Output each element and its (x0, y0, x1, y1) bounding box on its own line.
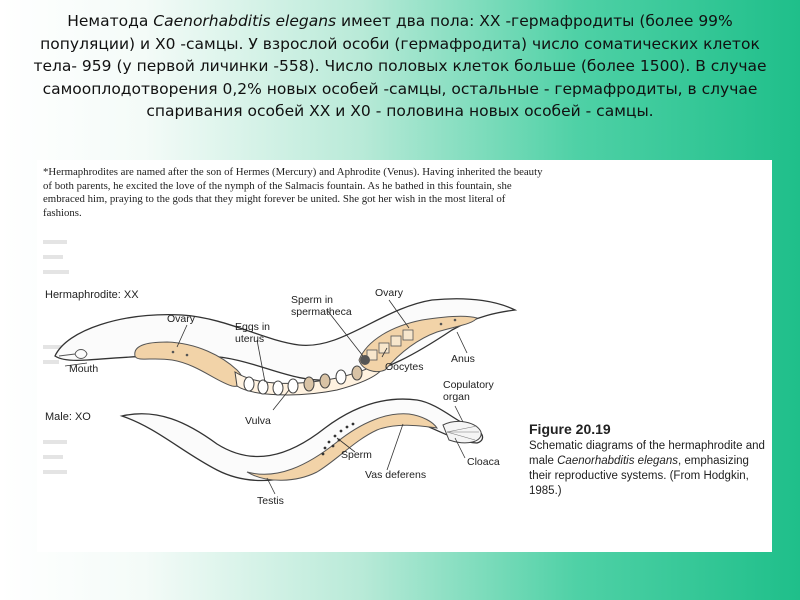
spermatheca-shape (360, 355, 370, 365)
paragraph-part1: Нематода (67, 12, 154, 30)
label-oocytes: Oocytes (385, 361, 424, 373)
label-sperm-in: Sperm in (291, 294, 334, 306)
figure-card (37, 160, 772, 552)
caption-body-part2: , emphasizing their reproductive systems. (From Hodgkin, 1985.) (529, 455, 749, 497)
label-ovary-right: Ovary (375, 287, 404, 299)
label-vulva: Vulva (245, 415, 271, 427)
label-vas-deferens: Vas deferens (365, 469, 427, 481)
hermaphrodite-title: Hermaphrodite: XX (45, 289, 139, 301)
caption-title: Figure 20.19 (529, 421, 611, 437)
label-copulatory: Copulatory (443, 379, 494, 391)
male-worm (45, 379, 500, 507)
caption-body-part1: Schematic diagrams of the hermaphrodite and male (529, 440, 765, 467)
label-anus: Anus (451, 353, 475, 365)
hermaphrodite-worm (45, 287, 515, 427)
label-ovary-left: Ovary (167, 313, 196, 325)
label-spermatheca: spermatheca (291, 306, 352, 318)
label-sperm: Sperm (341, 449, 372, 461)
label-eggs: Eggs in (235, 321, 271, 333)
male-title: Male: XO (45, 411, 91, 423)
species-name: Caenorhabditis elegans (153, 12, 337, 30)
label-mouth: Mouth (69, 363, 99, 375)
figure-caption (529, 422, 769, 499)
paragraph-part2: имеет два пола: ХХ -гермафродиты (более 99% популяции) и Х0 -самцы. У взрослой особи (гермафродита) число соматических клеток тела- 959 (у первой личинки -558). Число половых клеток больше (более 1500). В случае самооплодотворения 0,2% новых особей -самцы, остальные - гермафродиты, в случае спаривания особей ХХ и Х0 - половина новых особей - самцы. (33, 12, 767, 120)
hermaphrodite-body (55, 299, 515, 381)
label-uterus: uterus (235, 333, 265, 345)
label-cloaca: Cloaca (467, 456, 500, 468)
caption-species: Caenorhabditis elegans (557, 455, 678, 467)
label-testis: Testis (257, 495, 284, 507)
figure-quote: *Hermaphrodites are named after the son of Hermes (Mercury) and Aphrodite (Venus). Having inherited the beauty of both parents, he excited the love of the nymph of the Salmacis fountain. As he bathed in this fountain, she embraced him, praying to the gods that they might forever be united. She got her wish in the most literal of fashions. (43, 166, 543, 219)
label-organ: organ (443, 391, 470, 403)
slide-paragraph (20, 10, 780, 123)
